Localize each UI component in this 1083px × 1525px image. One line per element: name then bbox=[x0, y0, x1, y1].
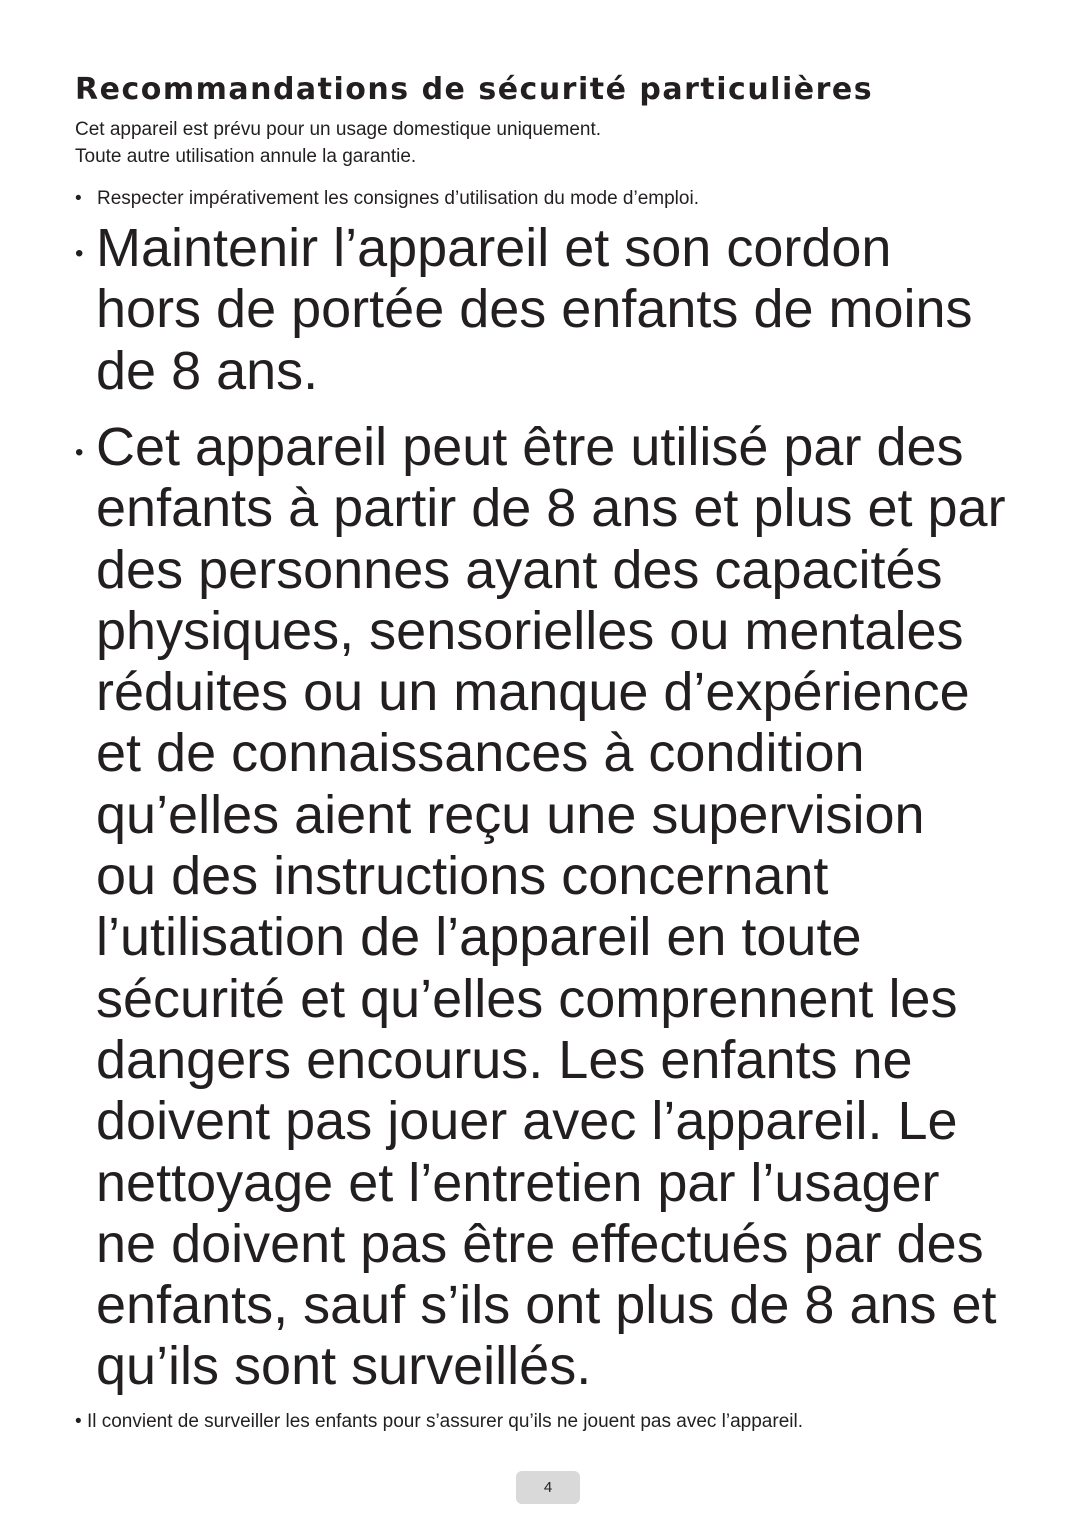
list-item-text: Il convient de surveiller les enfants pour s’assurer qu’ils ne jouent pas avec l’appareil. bbox=[86, 1411, 803, 1432]
list-item-text: Maintenir l’appareil et son cordon hors de portée des enfants de moins de 8 ans. bbox=[96, 218, 973, 401]
intro-line-usage: Cet appareil est prévu pour un usage domestique uniquement. bbox=[75, 119, 602, 140]
bullet-icon: • bbox=[75, 439, 84, 466]
page-title: Recommandations de sécurité particulières bbox=[75, 72, 874, 107]
intro-line-warranty: Toute autre utilisation annule la garantie. bbox=[75, 146, 417, 167]
bullet-icon: • bbox=[75, 1411, 82, 1432]
list-item-text: Cet appareil peut être utilisé par des enfants à partir de 8 ans et plus et par des personnes ayant des capacités physiques, sensorielles ou mentales réduites ou un manque d’expérience et de connaissances à condition qu’elles aient reçu une supervision ou des instructions concernant l’utilisation de l’appareil en toute sécurité et qu’elles comprennent les dangers encourus. Les enfants ne doivent pas jouer avec l’appareil. Le nettoyage et l’entretien par l’usager ne doivent pas être effectués par des enfants, sauf s’ils ont plus de 8 ans et qu’ils sont surveillés. bbox=[96, 417, 1006, 1397]
list-item-instructions bbox=[75, 185, 699, 212]
list-item-text: Respecter impérativement les consignes d’utilisation du mode d’emploi. bbox=[97, 188, 699, 209]
list-item-supervise-children bbox=[75, 1408, 803, 1435]
bullet-icon: • bbox=[75, 240, 84, 267]
page-number-badge: 4 bbox=[516, 1471, 580, 1504]
intro-paragraph bbox=[75, 116, 975, 170]
bullet-icon: • bbox=[75, 188, 82, 209]
